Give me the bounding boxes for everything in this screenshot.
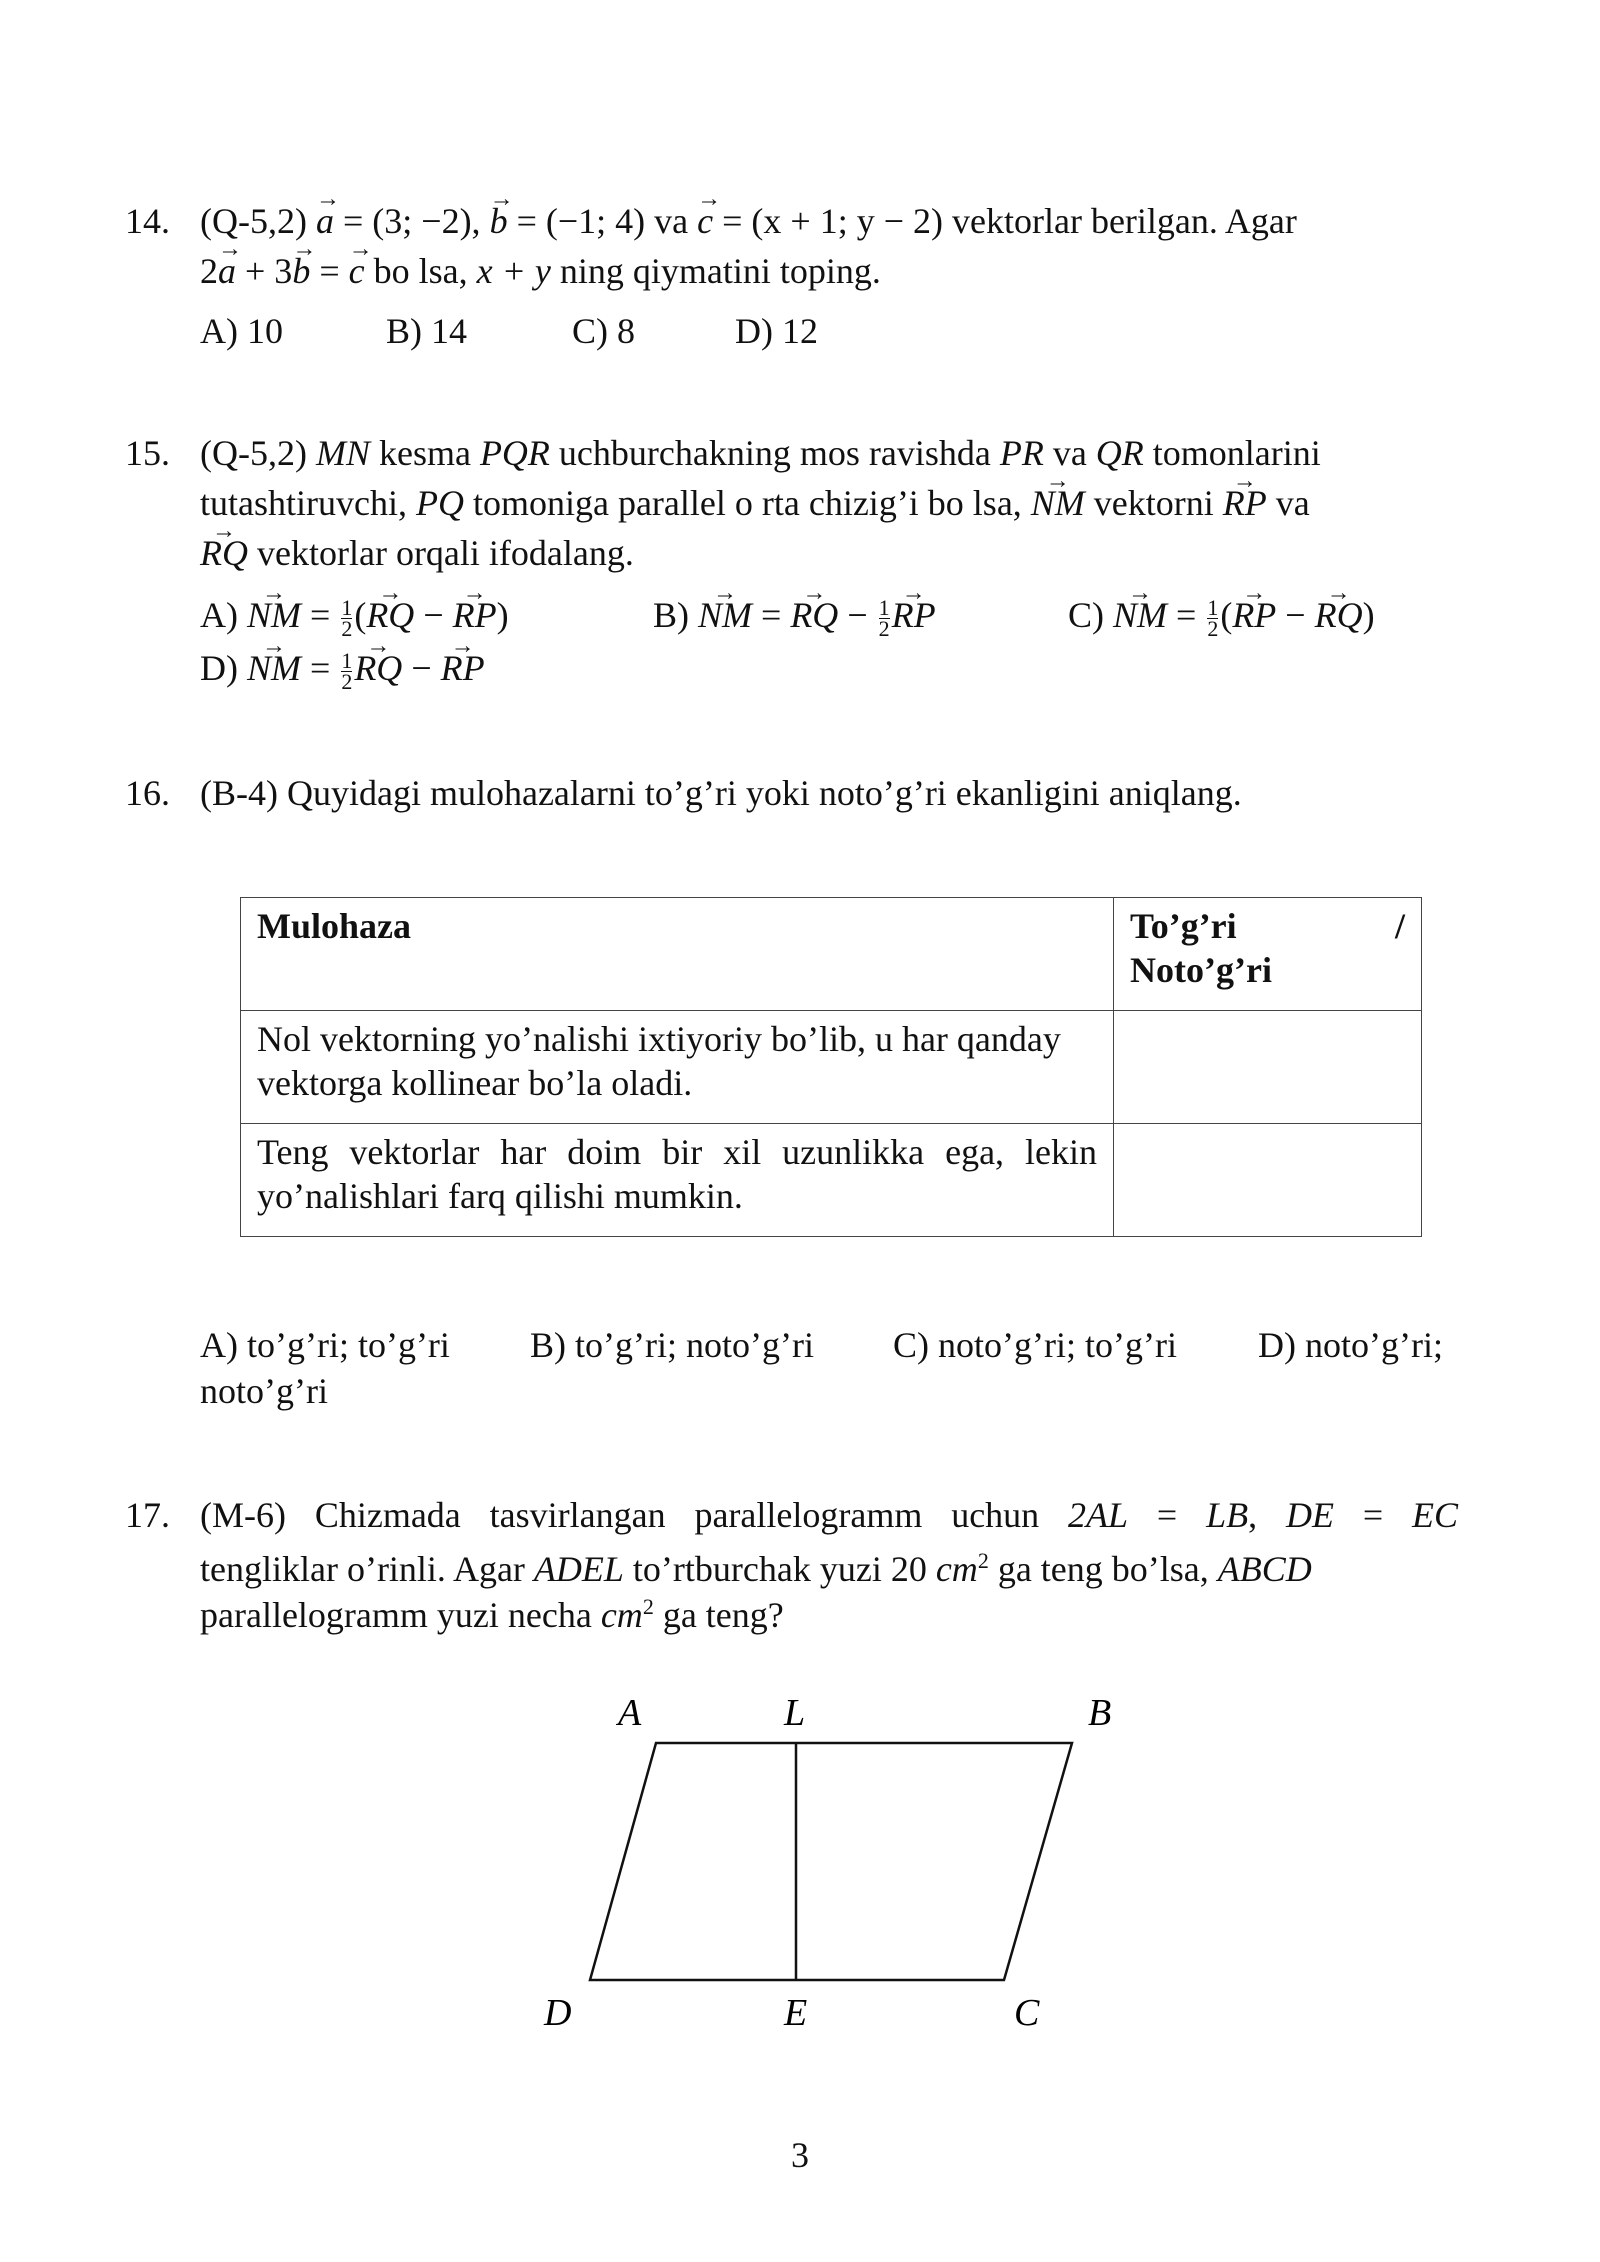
frac-den: 2 xyxy=(1207,616,1219,642)
q15-text: va xyxy=(1043,433,1096,473)
vector-rq: RQ → xyxy=(790,590,838,640)
q14-va: va xyxy=(654,201,698,241)
q16-option-a[interactable]: A) to’g’ri; to’g’ri xyxy=(200,1325,450,1365)
vector-rq: RQ → xyxy=(200,528,248,578)
q17-ec: EC xyxy=(1412,1495,1459,1535)
header-answer xyxy=(1114,898,1422,1011)
q14-option-d[interactable]: D) 12 xyxy=(735,311,818,351)
vector-rq: RQ → xyxy=(1315,590,1363,640)
vector-rp: RP → xyxy=(892,590,936,640)
q16-option-d[interactable]: D) noto’g’ri; xyxy=(1258,1325,1443,1365)
q16-number: 16. xyxy=(125,773,170,813)
q15-text: kesma xyxy=(369,433,480,473)
table-row xyxy=(241,1124,1422,1237)
q15-text: vektorlar orqali ifodalang. xyxy=(248,533,634,573)
vector-a: a → xyxy=(218,246,236,296)
eq: = xyxy=(1128,1495,1207,1535)
frac-num: 1 xyxy=(878,595,890,621)
vector-c: c → xyxy=(349,246,365,296)
label-e: E xyxy=(784,1992,808,2034)
vector-rp: RP → xyxy=(1223,478,1267,528)
q15-text: tomonlarini xyxy=(1143,433,1321,473)
answer-cell-2[interactable] xyxy=(1114,1124,1422,1237)
vector-nm: NM → xyxy=(698,590,752,640)
q17-line3 xyxy=(200,1582,784,1640)
q15-option-b[interactable] xyxy=(653,590,936,640)
q15-qr: QR xyxy=(1095,433,1144,473)
q14-code: (Q-5,2) xyxy=(200,201,307,241)
fraction-half xyxy=(341,648,353,695)
unit-cm: cm xyxy=(935,1549,978,1589)
q15-text: tomoniga parallel o rta chizig’i bo lsa, xyxy=(463,483,1031,523)
paren: ( xyxy=(1220,595,1233,635)
option-label: B) xyxy=(653,595,698,635)
q16-option-c[interactable]: C) noto’g’ri; to’g’ri xyxy=(893,1325,1177,1365)
option-label: C) xyxy=(1068,595,1113,635)
paren: ) xyxy=(1362,595,1375,635)
header-statement: Mulohaza xyxy=(241,898,1114,1011)
q15-code: (Q-5,2) xyxy=(200,433,316,473)
q17-text: ga teng bo’lsa, xyxy=(988,1549,1218,1589)
fraction-half xyxy=(1207,595,1219,642)
q15-pr: PR xyxy=(999,433,1044,473)
q17-adel: ADEL xyxy=(533,1549,624,1589)
page-number: 3 xyxy=(791,2135,809,2175)
frac-den: 2 xyxy=(341,616,353,642)
q17-text: to’rtburchak yuzi 20 xyxy=(623,1549,936,1589)
minus: − xyxy=(402,648,441,688)
vector-b: b → xyxy=(490,196,508,246)
answer-cell-1[interactable] xyxy=(1114,1011,1422,1124)
header-false: Noto’g’ri xyxy=(1130,950,1272,990)
label-l: L xyxy=(784,1692,806,1734)
label-a: A xyxy=(618,1692,642,1734)
fraction-half xyxy=(341,595,353,642)
unit-exponent: 2 xyxy=(642,1594,654,1619)
q17-text: parallelogramm yuzi necha xyxy=(200,1595,601,1635)
frac-den: 2 xyxy=(341,669,353,695)
header-true: To’g’ri xyxy=(1130,906,1237,946)
eq: = xyxy=(1167,595,1206,635)
label-c: C xyxy=(1014,1992,1040,2034)
option-label: A) xyxy=(200,595,247,635)
q14-option-a[interactable]: A) 10 xyxy=(200,311,283,351)
eq: = xyxy=(752,595,791,635)
vector-nm: NM → xyxy=(1031,478,1085,528)
q14-eq: = xyxy=(310,251,349,291)
q14-option-c[interactable]: C) 8 xyxy=(572,311,635,351)
q15-option-c[interactable] xyxy=(1068,590,1375,640)
label-b: B xyxy=(1088,1692,1112,1734)
q15-pqr: PQR xyxy=(479,433,550,473)
q17-text: tengliklar o’rinli. Agar xyxy=(200,1549,534,1589)
table-header-row xyxy=(241,898,1422,1011)
q17-abcd: ABCD xyxy=(1217,1549,1312,1589)
vector-nm: NM → xyxy=(1113,590,1167,640)
q14-coef-3: + 3 xyxy=(236,251,293,291)
minus: − xyxy=(838,595,877,635)
q14-number: 14. xyxy=(125,201,170,241)
q14-x-plus-y: x + y xyxy=(476,251,551,291)
q15-text: va xyxy=(1266,483,1310,523)
vector-nm: NM → xyxy=(247,643,301,693)
q15-line1 xyxy=(200,428,1321,478)
table-row xyxy=(241,1011,1422,1124)
eq: = xyxy=(1333,1495,1412,1535)
eq: = xyxy=(301,595,340,635)
q16-question: (B-4) Quyidagi mulohazalarni to’g’ri yoki noto’g’ri ekanligini aniqlang. xyxy=(200,773,1242,813)
q14-line2-end: ning qiymatini toping. xyxy=(550,251,881,291)
q14-text-end: vektorlar berilgan. Agar xyxy=(952,201,1297,241)
vector-c: c → xyxy=(697,196,713,246)
q17-line1-inner xyxy=(200,1490,1458,1540)
q16-option-d-continued: noto’g’ri xyxy=(200,1371,328,1411)
vector-b: b → xyxy=(292,246,310,296)
option-label: D) xyxy=(200,648,247,688)
vector-rp: RP → xyxy=(453,590,497,640)
eq: = xyxy=(301,648,340,688)
q17-text: (M-6) Chizmada tasvirlangan parallelogramm uchun xyxy=(200,1495,1069,1535)
q14-option-b[interactable]: B) 14 xyxy=(386,311,467,351)
statements-table xyxy=(240,897,1422,1237)
vector-rp: RP → xyxy=(1232,590,1276,640)
paren: ) xyxy=(496,595,509,635)
paren: ( xyxy=(354,595,367,635)
q15-number: 15. xyxy=(125,433,170,473)
q15-option-d[interactable] xyxy=(200,643,485,693)
comma: , xyxy=(1248,1495,1286,1535)
q14-coef-2: 2 xyxy=(200,251,218,291)
q15-text: uchburchakning mos ravishda xyxy=(549,433,1000,473)
q17-text: ga teng? xyxy=(653,1595,784,1635)
q14-c-value: = (x + 1; y − 2) xyxy=(713,201,953,241)
vector-rp: RP → xyxy=(441,643,485,693)
minus: − xyxy=(414,595,453,635)
q15-text: vektorni xyxy=(1084,483,1223,523)
unit-cm: cm xyxy=(600,1595,643,1635)
q15-line2 xyxy=(200,478,1310,528)
q17-number: 17. xyxy=(125,1495,170,1535)
vector-rq: RQ → xyxy=(354,643,402,693)
q14-b-value: = (−1; 4) xyxy=(507,201,655,241)
header-slash: / xyxy=(1394,906,1405,946)
statement-1: Nol vektorning yo’nalishi ixtiyoriy bo’lib, u har qanday vektorga kollinear bo’la oladi. xyxy=(241,1011,1114,1124)
q16-option-b[interactable]: B) to’g’ri; noto’g’ri xyxy=(530,1325,814,1365)
vector-a: a → xyxy=(316,196,334,246)
label-d: D xyxy=(544,1992,572,2034)
q17-de: DE xyxy=(1285,1495,1334,1535)
q17-lb: LB xyxy=(1206,1495,1249,1535)
fraction-half xyxy=(878,595,890,642)
unit-exponent: 2 xyxy=(977,1548,989,1573)
statement-2: Teng vektorlar har doim bir xil uzunlikka ega, lekin yo’nalishlari farq qilishi mumkin. xyxy=(241,1124,1114,1237)
parallelogram-abcd xyxy=(590,1743,1072,1980)
frac-num: 1 xyxy=(341,595,353,621)
vector-rq: RQ → xyxy=(366,590,414,640)
frac-num: 1 xyxy=(341,648,353,674)
q17-line1 xyxy=(200,1490,1458,1540)
q17-2al: 2AL xyxy=(1068,1495,1129,1535)
q15-text: tutashtiruvchi, xyxy=(200,483,416,523)
parallelogram-diagram xyxy=(520,1680,1140,2050)
q14-line2 xyxy=(200,246,881,296)
q15-mn: MN xyxy=(315,433,370,473)
minus: − xyxy=(1276,595,1315,635)
frac-den: 2 xyxy=(878,616,890,642)
q14-line2-text: bo lsa, xyxy=(364,251,477,291)
frac-num: 1 xyxy=(1207,595,1219,621)
q14-a-value: = (3; −2), xyxy=(333,201,490,241)
q15-pq: PQ xyxy=(415,483,464,523)
vector-nm: NM → xyxy=(247,590,301,640)
